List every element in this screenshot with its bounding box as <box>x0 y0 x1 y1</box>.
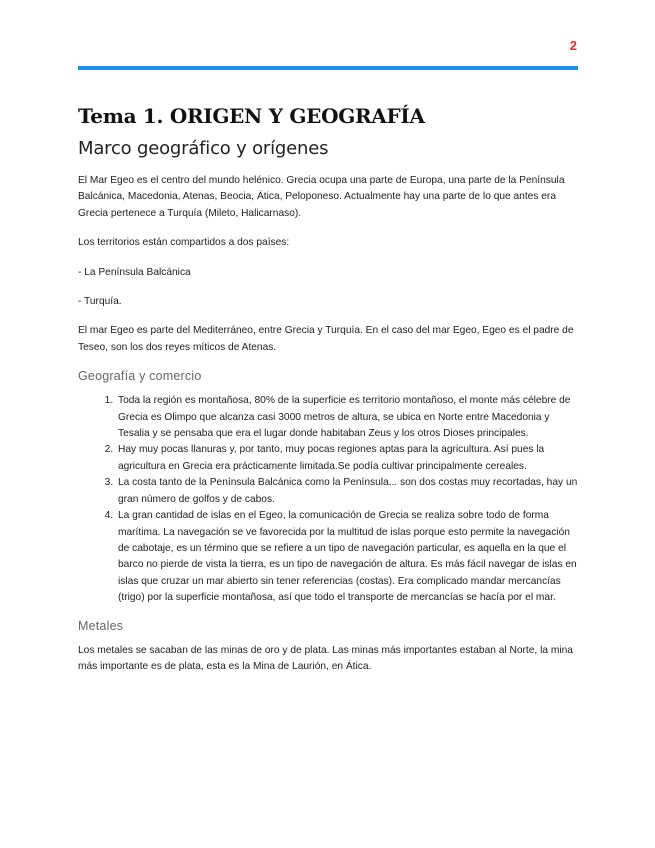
subsection-heading-metales: Metales <box>78 618 124 633</box>
intro-paragraph: El mar Egeo es parte del Mediterráneo, entre Grecia y Turquía. En el caso del mar Egeo, Egeo es el padre de Teseo, son los dos reyes míticos de Atenas. <box>78 325 574 353</box>
list-item: 1. Toda la región es montañosa, 80% de la superficie es territorio montañoso, el monte más célebre de Grecia es Olimpo que alcanza casi 3000 metros de altura, se ubica en Norte entre Macedonia y Tesalia y se pensaba que era el lugar donde habitaban Zeus y los otros Dioses principales. <box>116 393 578 442</box>
header-rule <box>78 66 578 70</box>
subsection-heading-geografia: Geografía y comercio <box>78 369 202 384</box>
list-item: 3. La costa tanto de la Península Balcánica como la Península... son dos costas muy recortadas, hay un gran número de golfos y de cabos. <box>116 475 578 508</box>
page-number: 2 <box>569 38 577 53</box>
list-item: 4. La gran cantidad de islas en el Egeo, la comunicación de Grecia se realiza sobre todo de forma marítima. La navegación se ve favorecida por la multitud de islas porque esto permite la navegación de cabotaje, es un término que se refiere a un tipo de navegación particular, es aquella en la que el barco no pierde de vista la tierra, es un tipo de navegación de altura. Es más fácil navegar de islas en islas que cruzar un mar abierto sin tener referencias (costas). Era complicado mandar mercancías (trigo) por la superficie montañosa, así que todo el transporte de mercancías se hacía por el mar. <box>116 508 578 606</box>
list-item: 2. Hay muy pocas llanuras y, por tanto, muy pocas regiones aptas para la agricultura. Así pues la agricultura en Grecia era prácticamente limitada.Se podía cultivar principalmente cereales. <box>116 442 578 475</box>
list-line: - Turquía. <box>78 296 122 308</box>
metales-paragraph: Los metales se sacaban de las minas de oro y de plata. Las minas más importantes estaban al Norte, la mina más importante es de plata, esta es la Mina de Laurión, en Ática. <box>78 644 573 672</box>
intro-paragraph: Los territorios están compartidos a dos países: <box>78 237 290 249</box>
intro-paragraph: El Mar Egeo es el centro del mundo helénico. Grecia ocupa una parte de Europa, una parte de la Península Balcánica, Macedonia, Atenas, Beocia, Ática, Peloponeso. Actualmente hay una parte de lo que antes era Grecia pertenece a Turquía (Mileto, Halicarnaso). <box>78 175 565 219</box>
document-body <box>78 104 578 688</box>
section-title: Marco geográfico y orígenes <box>78 138 329 159</box>
geografia-list <box>78 393 578 606</box>
document-title: Tema 1. ORIGEN Y GEOGRAFÍA <box>78 104 425 128</box>
list-line: - La Península Balcánica <box>78 266 191 278</box>
